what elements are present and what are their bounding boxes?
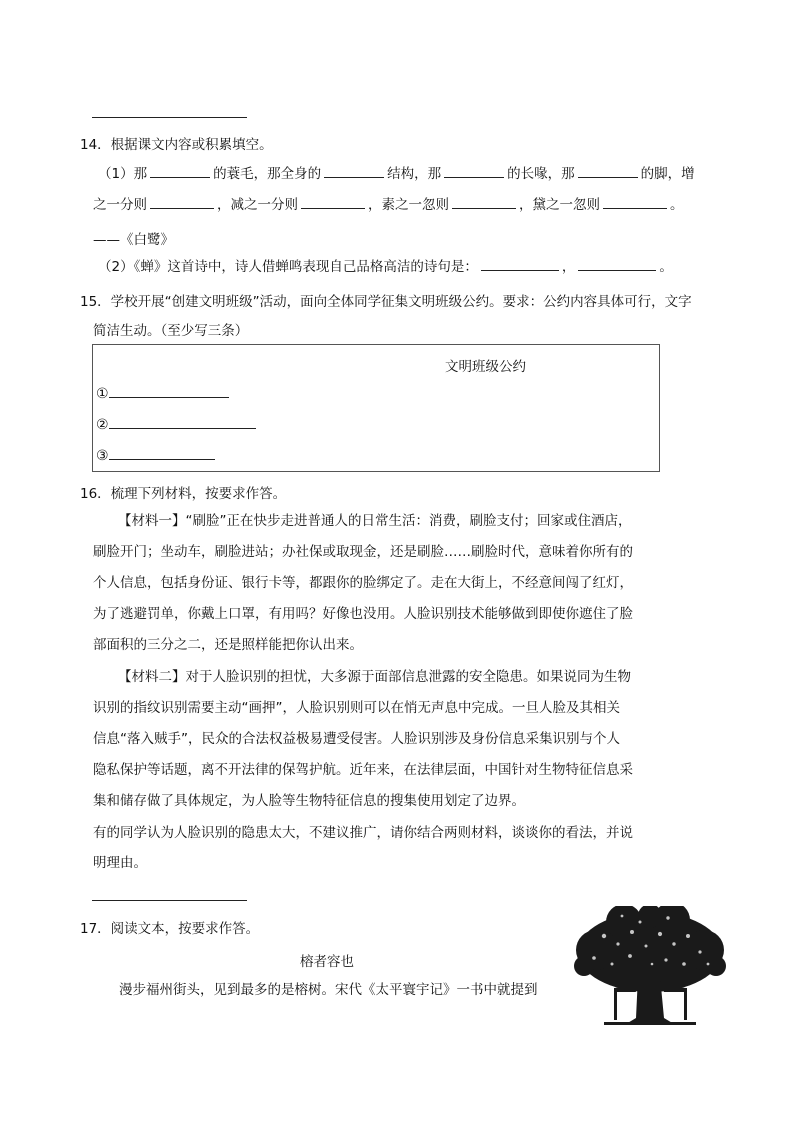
q17-label: 17．阅读文本，按要求作答。 <box>80 921 260 937</box>
q14-source: ——《白鹭》 <box>93 232 174 248</box>
blank[interactable] <box>481 258 559 271</box>
blank[interactable] <box>109 414 256 429</box>
blank[interactable] <box>109 383 229 398</box>
material-2-line: 【材料二】对于人脸识别的担忧，大多源于面部信息泄露的安全隐患。如果说同为生物 <box>118 669 631 685</box>
material-1-line: 部面积的三分之二，还是照样能把你认出来。 <box>93 637 363 653</box>
q15-label-1: 15．学校开展“创建文明班级”活动，面向全体同学征集文明班级公约。要求：公约内容具体可行，文字 <box>80 294 692 310</box>
convention-item-2: ② <box>96 414 256 433</box>
blank[interactable] <box>603 196 667 209</box>
blank[interactable] <box>578 258 656 271</box>
material-2-line: 信息“落入贼手”，民众的合法权益极易遭受侵害。人脸识别涉及身份信息采集识别与个人 <box>93 731 620 747</box>
blank[interactable] <box>324 165 384 178</box>
answer-line[interactable] <box>92 117 247 118</box>
passage-title: 榕者容也 <box>300 954 354 970</box>
q16-question-line: 有的同学认为人脸识别的隐患太大，不建议推广，请你结合两则材料，谈谈你的看法，并说 <box>93 825 633 841</box>
answer-line[interactable] <box>92 900 247 901</box>
banyan-tree-illustration <box>574 906 726 1028</box>
q14-line-2: 之一分则 ，减之一分则 ，素之一忽则 ，黛之一忽则 。 <box>93 197 684 213</box>
blank[interactable] <box>444 165 504 178</box>
material-1-line: 【材料一】“刷脸”正在快步走进普通人的日常生活：消费，刷脸支付；回家或住酒店， <box>118 513 632 529</box>
material-1-line: 个人信息，包括身份证、银行卡等，都跟你的脸绑定了。走在大街上，不经意间闯了红灯， <box>93 575 633 591</box>
q16-question-line: 明理由。 <box>93 855 147 871</box>
blank[interactable] <box>578 165 638 178</box>
box-title: 文明班级公约 <box>445 359 526 375</box>
blank[interactable] <box>452 196 516 209</box>
blank[interactable] <box>150 196 214 209</box>
q14-label: 14．根据课文内容或积累填空。 <box>80 137 273 153</box>
material-1-line: 为了逃避罚单，你戴上口罩，有用吗？好像也没用。人脸识别技术能够做到即使你遮住了脸 <box>93 606 633 622</box>
q16-label: 16．梳理下列材料，按要求作答。 <box>80 486 287 502</box>
q15-label-2: 简洁生动。（至少写三条） <box>93 323 249 339</box>
convention-item-1: ① <box>96 383 229 402</box>
material-2-line: 集和储存做了具体规定，为人脸等生物特征信息的搜集使用划定了边界。 <box>93 793 525 809</box>
blank[interactable] <box>109 445 215 460</box>
blank[interactable] <box>150 165 210 178</box>
material-2-line: 隐私保护等话题，离不开法律的保驾护航。近年来，在法律层面，中国针对生物特征信息采 <box>93 762 633 778</box>
passage-line: 漫步福州街头，见到最多的是榕树。宋代《太平寰宇记》一书中就提到 <box>119 982 538 998</box>
q14-line-3: （2）《蝉》这首诗中，诗人借蝉鸣表现自己品格高洁的诗句是： ， 。 <box>98 259 673 275</box>
civility-convention-box <box>92 344 660 472</box>
convention-item-3: ③ <box>96 445 215 464</box>
material-2-line: 识别的指纹识别需要主动“画押”，人脸识别则可以在悄无声息中完成。一旦人脸及其相关 <box>93 700 620 716</box>
q14-line-1: （1）那 的蓑毛，那全身的 结构，那 的长喙，那 的脚，增 <box>98 166 695 182</box>
blank[interactable] <box>301 196 365 209</box>
material-1-line: 刷脸开门；坐动车，刷脸进站；办社保或取现金，还是刷脸……刷脸时代，意味着你所有的 <box>93 544 633 560</box>
